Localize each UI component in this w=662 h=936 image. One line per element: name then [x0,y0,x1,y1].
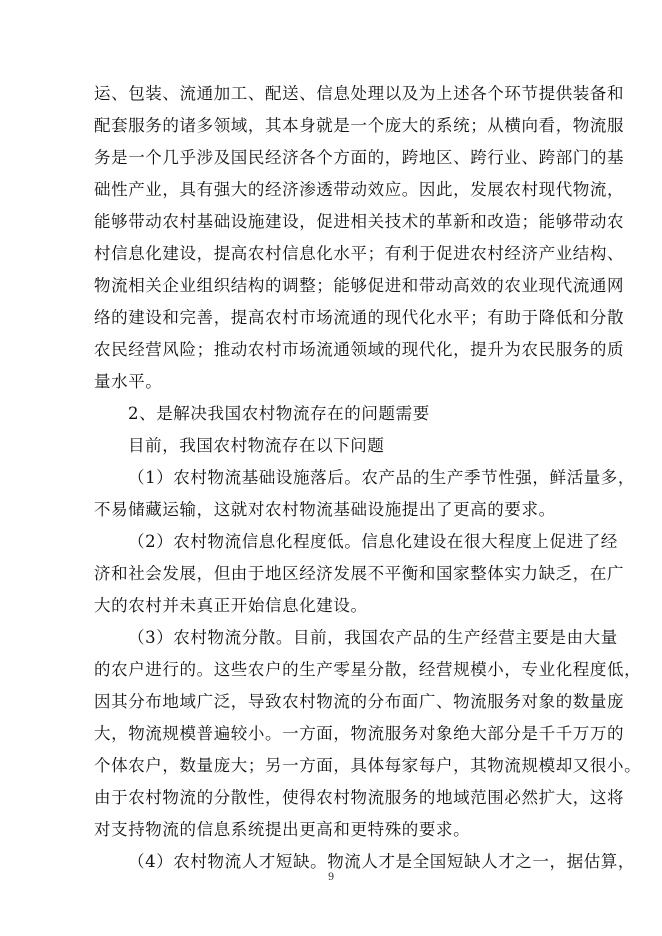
text-line: 能够带动农村基础设施建设，促进相关技术的革新和改造；能够带动农 [94,212,625,231]
text-line: 因其分布地域广泛，导致农村物流的分布面广、物流服务对象的数量庞 [94,692,625,711]
text-line: 由于农村物流的分散性，使得农村物流服务的地域范围必然扩大，这将 [94,788,625,807]
text-line: 务是一个几乎涉及国民经济各个方面的，跨地区、跨行业、跨部门的基 [94,148,625,167]
text-line: （1）农村物流基础设施落后。农产品的生产季节性强，鲜活量多， [128,468,635,487]
text-line: 物流相关企业组织结构的调整；能够促进和带动高效的农业现代流通网 [94,276,625,295]
text-line: 个体农户，数量庞大；另一方面，具体每家每户，其物流规模却又很小。 [94,756,642,775]
text-line: 大的农村并未真正开始信息化建设。 [94,596,368,615]
text-line: 对支持物流的信息系统提出更高和更特殊的要求。 [94,820,471,839]
text-line: 络的建设和完善，提高农村市场流通的现代化水平；有助于降低和分散 [94,308,625,327]
text-line: 的农户进行的。这些农户的生产零星分散，经营规模小，专业化程度低， [94,660,642,679]
section-heading: 2、是解决我国农村物流存在的问题需要 [128,404,430,423]
text-line: （2）农村物流信息化程度低。信息化建设在很大程度上促进了经 [128,532,618,551]
text-line: 础性产业，具有强大的经济渗透带动效应。因此，发展农村现代物流， [94,180,625,199]
text-line: 村信息化建设，提高农村信息化水平；有利于促进农村经济产业结构、 [94,244,625,263]
text-line: 运、包装、流通加工、配送、信息处理以及为上述各个环节提供装备和 [94,84,625,103]
page-number: 9 [327,872,335,883]
text-line: 大，物流规模普遍较小。一方面，物流服务对象绝大部分是千千万万的 [94,724,625,743]
text-line: 量水平。 [94,372,163,391]
text-line: 目前，我国农村物流存在以下问题 [128,436,385,455]
text-line: 济和社会发展，但由于地区经济发展不平衡和国家整体实力缺乏，在广 [94,564,625,583]
text-line: （4）农村物流人才短缺。物流人才是全国短缺人才之一，据估算， [128,852,635,871]
text-line: （3）农村物流分散。目前，我国农产品的生产经营主要是由大量 [128,628,618,647]
text-line: 不易储藏运输，这就对农村物流基础设施提出了更高的要求。 [94,500,556,519]
text-line: 配套服务的诸多领域，其本身就是一个庞大的系统；从横向看，物流服 [94,116,625,135]
text-line: 农民经营风险；推动农村市场流通领域的现代化，提升为农民服务的质 [94,340,625,359]
